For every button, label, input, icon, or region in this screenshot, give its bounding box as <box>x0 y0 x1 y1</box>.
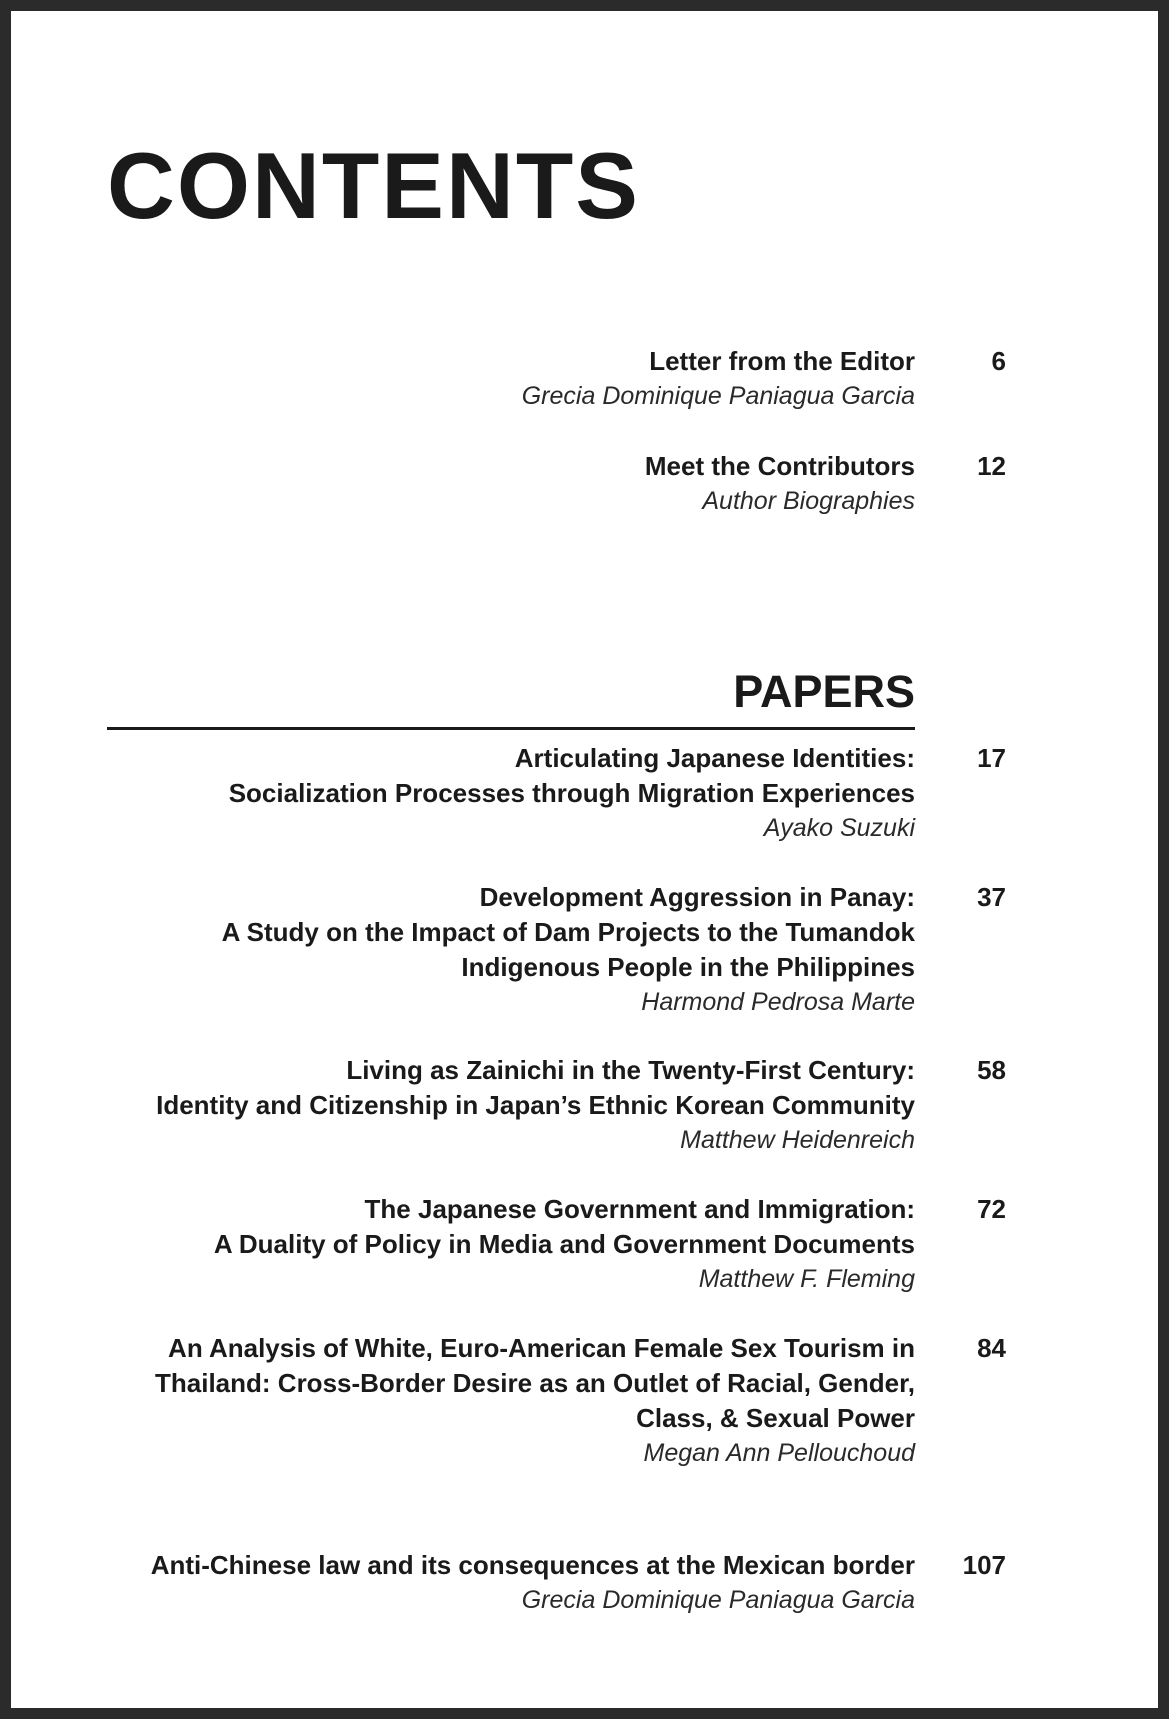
toc-entry-text <box>115 741 915 845</box>
toc-entry-title-line: Development Aggression in Panay: <box>479 882 915 912</box>
toc-entry-page-number: 17 <box>977 743 1006 773</box>
toc-entry-title-line: Indigenous People in the Philippines <box>461 952 915 982</box>
section-heading-papers: PAPERS <box>733 666 915 717</box>
toc-entry-page-number: 72 <box>977 1194 1006 1224</box>
toc-entry-page-number: 12 <box>977 451 1006 481</box>
toc-entry-page-number: 37 <box>977 882 1006 912</box>
toc-entry-page-number: 84 <box>977 1333 1006 1363</box>
toc-entry-page-number: 58 <box>977 1055 1006 1085</box>
toc-entry-title-line: A Study on the Impact of Dam Projects to the Tumandok <box>221 917 915 947</box>
toc-entry-author: Grecia Dominique Paniagua Garcia <box>521 1586 915 1614</box>
toc-entry-text <box>115 880 915 1019</box>
toc-entry-author: Grecia Dominique Paniagua Garcia <box>521 382 915 410</box>
toc-entry-author: Matthew F. Fleming <box>698 1265 915 1293</box>
toc-entry-author: Matthew Heidenreich <box>680 1126 915 1154</box>
toc-entry-text <box>115 1192 915 1296</box>
page-title: CONTENTS <box>107 133 640 238</box>
toc-entry-title-line: A Duality of Policy in Media and Government Documents <box>213 1229 915 1259</box>
toc-entry-title-line: Living as Zainichi in the Twenty-First Century: <box>346 1055 915 1085</box>
toc-entry-author: Author Biographies <box>702 487 915 515</box>
document-page <box>11 11 1158 1708</box>
toc-entry-author: Harmond Pedrosa Marte <box>641 988 915 1016</box>
toc-entry-text <box>115 1548 915 1617</box>
toc-entry-text <box>115 1053 915 1157</box>
toc-entry-text <box>115 344 915 413</box>
toc-entry-author: Megan Ann Pellouchoud <box>643 1439 915 1467</box>
toc-entry-title-line: Identity and Citizenship in Japan’s Ethnic Korean Community <box>156 1090 915 1120</box>
section-divider <box>107 727 915 730</box>
toc-entry-title: Meet the Contributors <box>644 451 915 481</box>
toc-entry-title-line: An Analysis of White, Euro-American Female Sex Tourism in <box>168 1333 915 1363</box>
toc-entry-title-line: The Japanese Government and Immigration: <box>364 1194 915 1224</box>
toc-entry-author: Ayako Suzuki <box>763 814 915 842</box>
toc-entry-title-line: Class, & Sexual Power <box>636 1403 915 1433</box>
toc-entry-page-number: 107 <box>962 1550 1006 1580</box>
toc-entry-title-line: Articulating Japanese Identities: <box>514 743 915 773</box>
toc-entry-text <box>115 449 915 518</box>
toc-entry-page-number: 6 <box>991 346 1006 376</box>
toc-entry-title-line: Thailand: Cross-Border Desire as an Outlet of Racial, Gender, <box>155 1368 915 1398</box>
toc-entry-title: Letter from the Editor <box>649 346 915 376</box>
toc-entry-text <box>115 1331 915 1470</box>
toc-entry-title-line: Anti-Chinese law and its consequences at the Mexican border <box>150 1550 915 1580</box>
toc-entry-title-line: Socialization Processes through Migration Experiences <box>228 778 915 808</box>
